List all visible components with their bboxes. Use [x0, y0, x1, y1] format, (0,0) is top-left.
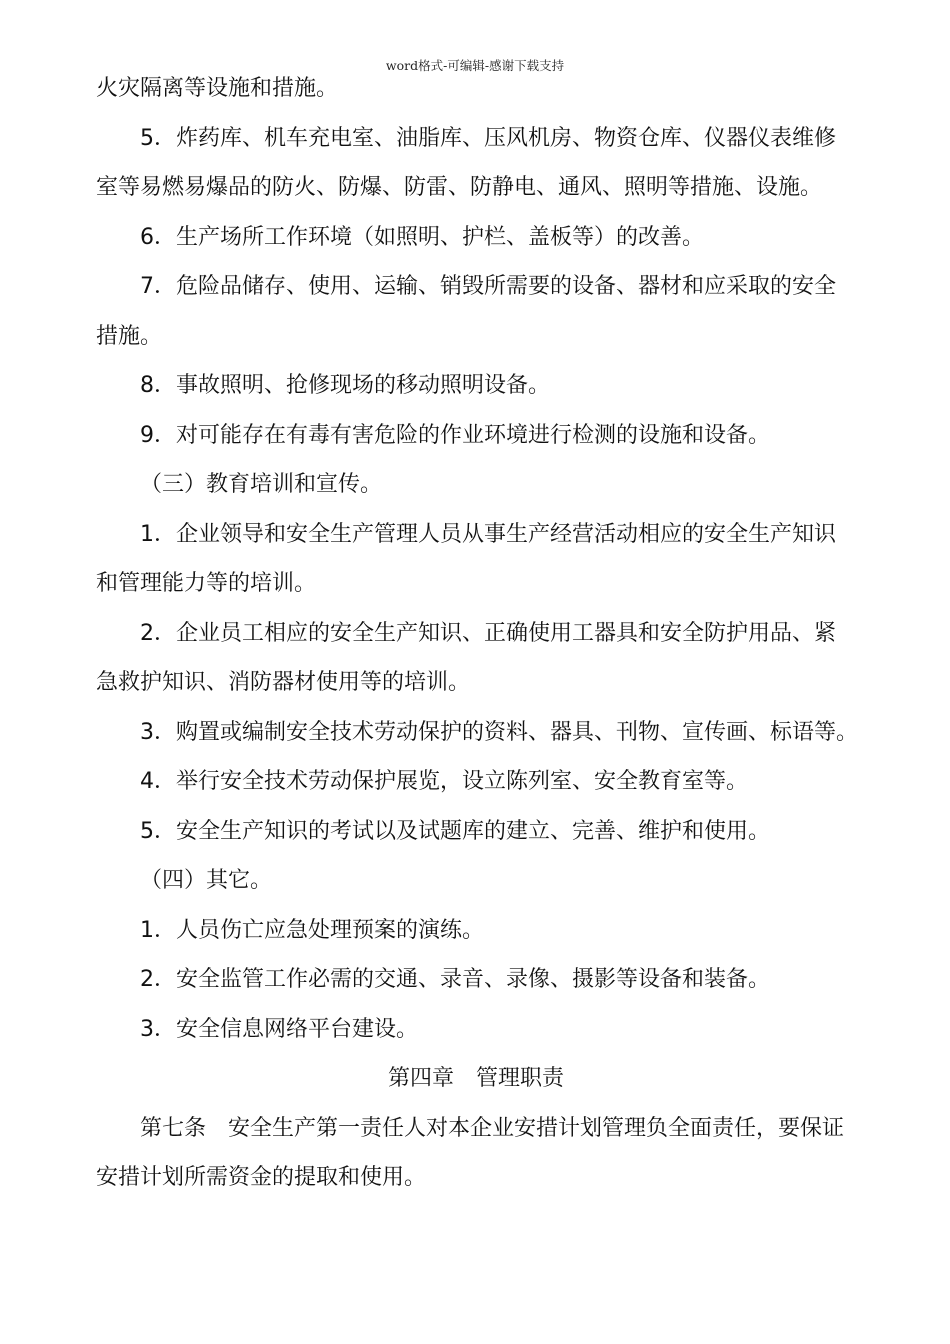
text-line: 3．购置或编制安全技术劳动保护的资料、器具、刊物、宣传画、标语等。 [140, 719, 858, 745]
text-line: 4．举行安全技术劳动保护展览，设立陈列室、安全教育室等。 [140, 769, 748, 794]
text-line: （四）其它。 [140, 868, 273, 893]
page-header: word格式-可编辑-感谢下载支持 [385, 58, 565, 73]
text-line: 9．对可能存在有毒有害危险的作业环境进行检测的设施和设备。 [140, 422, 770, 448]
text-line: 6．生产场所工作环境（如照明、护栏、盖板等）的改善。 [140, 224, 704, 250]
text-line: （三）教育培训和宣传。 [140, 472, 383, 497]
text-line: 3．安全信息网络平台建设。 [140, 1016, 418, 1042]
text-line: 安措计划所需资金的提取和使用。 [96, 1165, 427, 1190]
text-line: 急救护知识、消防器材使用等的培训。 [96, 670, 471, 695]
text-line: 1．人员伤亡应急处理预案的演练。 [140, 917, 484, 943]
text-line: 5．炸药库、机车充电室、油脂库、压风机房、物资仓库、仪器仪表维修 [140, 125, 836, 151]
text-line: 7．危险品储存、使用、运输、销毁所需要的设备、器材和应采取的安全 [140, 274, 836, 299]
text-line: 室等易燃易爆品的防火、防爆、防雷、防静电、通风、照明等措施、设施。 [96, 175, 823, 200]
text-line: 5．安全生产知识的考试以及试题库的建立、完善、维护和使用。 [140, 818, 770, 844]
text-line: 2．安全监管工作必需的交通、录音、录像、摄影等设备和装备。 [140, 967, 770, 992]
text-line: 措施。 [96, 323, 163, 349]
text-line: 第七条 安全生产第一责任人对本企业安措计划管理负全面责任，要保证 [140, 1115, 845, 1141]
text-line: 和管理能力等的培训。 [96, 571, 317, 596]
text-line: 1．企业领导和安全生产管理人员从事生产经营活动相应的安全生产知识 [140, 521, 836, 547]
text-line: 2．企业员工相应的安全生产知识、正确使用工器具和安全防护用品、紧 [140, 620, 836, 646]
text-line: 8．事故照明、抢修现场的移动照明设备。 [140, 373, 550, 398]
document-body [96, 64, 856, 1203]
chapter-heading: 第四章 管理职责 [387, 1066, 564, 1091]
text-line: 火灾隔离等设施和措施。 [96, 76, 339, 101]
